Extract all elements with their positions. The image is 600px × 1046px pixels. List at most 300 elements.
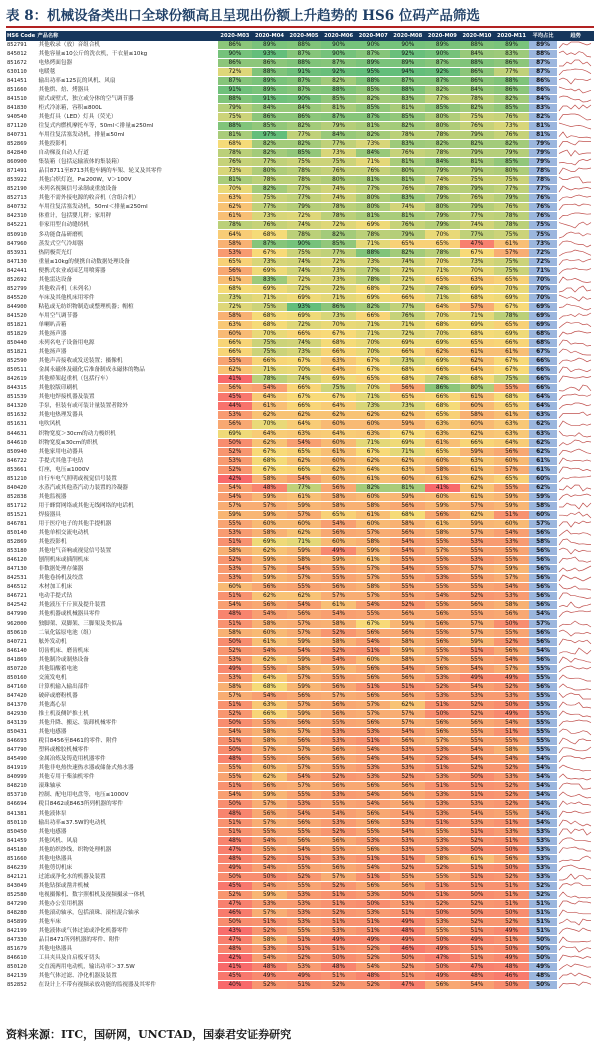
share-cell: 67% bbox=[494, 366, 529, 375]
trend-line bbox=[559, 892, 591, 898]
share-cell: 53% bbox=[390, 818, 425, 827]
trend-sparkline-cell bbox=[557, 872, 594, 881]
share-cell: 47% bbox=[218, 936, 253, 945]
product-name-cell: 粘毡或无纺织物制造或整理机器；帽楦 bbox=[37, 302, 218, 311]
hs6-code-cell: 851821 bbox=[6, 348, 37, 357]
trend-line bbox=[559, 521, 591, 527]
share-cell: 59% bbox=[287, 709, 322, 718]
average-share-cell: 56% bbox=[529, 682, 557, 691]
hs6-code-cell: 842531 bbox=[6, 574, 37, 583]
average-share-cell: 77% bbox=[529, 185, 557, 194]
average-share-cell: 66% bbox=[529, 375, 557, 384]
share-cell: 62% bbox=[218, 366, 253, 375]
title-rule bbox=[6, 26, 594, 28]
hs6-code-cell: 844610 bbox=[6, 438, 37, 447]
share-cell: 88% bbox=[252, 67, 287, 76]
share-cell: 51% bbox=[460, 945, 495, 954]
trend-line bbox=[559, 250, 591, 256]
share-cell: 89% bbox=[252, 41, 287, 50]
share-cell: 51% bbox=[494, 936, 529, 945]
hs6-code-cell: 841919 bbox=[6, 764, 37, 773]
hs6-code-cell: 871120 bbox=[6, 121, 37, 130]
share-cell: 57% bbox=[252, 909, 287, 918]
table-row bbox=[6, 719, 594, 728]
share-cell: 90% bbox=[287, 94, 322, 103]
average-share-cell: 70% bbox=[529, 284, 557, 293]
share-cell: 56% bbox=[321, 755, 356, 764]
share-cell: 69% bbox=[494, 330, 529, 339]
trend-sparkline-cell bbox=[557, 239, 594, 248]
share-cell: 50% bbox=[252, 872, 287, 881]
product-name-cell: 非数据处理存储器 bbox=[37, 565, 218, 574]
share-cell: 69% bbox=[494, 293, 529, 302]
table-row bbox=[6, 863, 594, 872]
trend-line bbox=[559, 141, 591, 147]
product-name-cell: 其他液体或气体过滤或净化机器零件 bbox=[37, 927, 218, 936]
share-cell: 65% bbox=[425, 239, 460, 248]
hs6-code-cell: 846512 bbox=[6, 583, 37, 592]
share-cell: 81% bbox=[218, 176, 253, 185]
share-cell: 51% bbox=[218, 818, 253, 827]
share-cell: 50% bbox=[321, 954, 356, 963]
share-cell: 45% bbox=[218, 972, 253, 981]
table-row bbox=[6, 112, 594, 121]
share-cell: 73% bbox=[356, 257, 391, 266]
trend-line bbox=[559, 829, 591, 835]
share-cell: 64% bbox=[252, 429, 287, 438]
table-row bbox=[6, 845, 594, 854]
share-cell: 68% bbox=[252, 682, 287, 691]
product-name-cell: 车用往复活塞发动机，排量≤50ml bbox=[37, 130, 218, 139]
share-cell: 72% bbox=[218, 302, 253, 311]
share-cell: 67% bbox=[494, 357, 529, 366]
product-name-cell: 其他气体过滤、净化机器及装置 bbox=[37, 972, 218, 981]
share-cell: 90% bbox=[287, 239, 322, 248]
share-cell: 53% bbox=[494, 691, 529, 700]
share-cell: 89% bbox=[425, 41, 460, 50]
share-cell: 48% bbox=[252, 483, 287, 492]
trend-line bbox=[559, 132, 591, 138]
trend-sparkline bbox=[557, 601, 593, 609]
average-share-cell: 70% bbox=[529, 275, 557, 284]
product-name-cell: 自动梯及自动人行道 bbox=[37, 149, 218, 158]
share-cell: 56% bbox=[494, 447, 529, 456]
share-cell: 56% bbox=[390, 384, 425, 393]
share-cell: 79% bbox=[425, 221, 460, 230]
share-cell: 52% bbox=[356, 954, 391, 963]
share-cell: 51% bbox=[460, 782, 495, 791]
table-row bbox=[6, 610, 594, 619]
share-cell: 53% bbox=[321, 927, 356, 936]
share-cell: 61% bbox=[460, 393, 495, 402]
trend-sparkline bbox=[557, 882, 593, 890]
product-name-cell: 便携式农业或园艺用喷雾器 bbox=[37, 266, 218, 275]
average-share-cell: 56% bbox=[529, 637, 557, 646]
share-cell: 53% bbox=[356, 764, 391, 773]
share-cell: 58% bbox=[460, 411, 495, 420]
share-cell: 69% bbox=[356, 293, 391, 302]
table-row bbox=[6, 981, 594, 990]
share-cell: 51% bbox=[390, 972, 425, 981]
share-cell: 82% bbox=[460, 103, 495, 112]
table-row bbox=[6, 393, 594, 402]
share-cell: 56% bbox=[252, 809, 287, 818]
share-cell: 70% bbox=[460, 266, 495, 275]
share-cell: 74% bbox=[425, 176, 460, 185]
product-name-cell: 其他专用于柴油机零件 bbox=[37, 773, 218, 782]
trend-sparkline bbox=[557, 891, 593, 899]
share-cell: 73% bbox=[390, 357, 425, 366]
trend-sparkline-cell bbox=[557, 827, 594, 836]
table-row bbox=[6, 836, 594, 845]
share-cell: 80% bbox=[252, 167, 287, 176]
share-cell: 69% bbox=[460, 320, 495, 329]
table-row bbox=[6, 737, 594, 746]
share-cell: 81% bbox=[356, 212, 391, 221]
share-cell: 59% bbox=[287, 682, 322, 691]
table-row bbox=[6, 248, 594, 257]
share-cell: 83% bbox=[252, 275, 287, 284]
trend-line bbox=[559, 693, 591, 699]
average-share-cell: 56% bbox=[529, 565, 557, 574]
hs6-code-cell: 847130 bbox=[6, 257, 37, 266]
share-cell: 54% bbox=[390, 827, 425, 836]
product-name-cell: 过滤或净化水的机器及装置 bbox=[37, 872, 218, 881]
hs6-code-cell: 962000 bbox=[6, 619, 37, 628]
share-cell: 67% bbox=[356, 366, 391, 375]
share-cell: 78% bbox=[494, 212, 529, 221]
share-cell: 60% bbox=[252, 628, 287, 637]
share-cell: 70% bbox=[425, 311, 460, 320]
table-row bbox=[6, 899, 594, 908]
share-cell: 57% bbox=[425, 737, 460, 746]
share-cell: 73% bbox=[218, 293, 253, 302]
share-cell: 42% bbox=[218, 474, 253, 483]
share-cell: 82% bbox=[287, 140, 322, 149]
average-share-cell: 62% bbox=[529, 438, 557, 447]
share-cell: 61% bbox=[287, 492, 322, 501]
trend-line bbox=[559, 295, 591, 301]
share-cell: 50% bbox=[494, 845, 529, 854]
trend-line bbox=[559, 865, 591, 871]
average-share-cell: 56% bbox=[529, 592, 557, 601]
share-cell: 57% bbox=[321, 592, 356, 601]
trend-sparkline-cell bbox=[557, 194, 594, 203]
share-cell: 73% bbox=[218, 167, 253, 176]
share-cell: 52% bbox=[494, 782, 529, 791]
share-cell: 62% bbox=[321, 465, 356, 474]
share-cell: 58% bbox=[425, 854, 460, 863]
share-cell: 77% bbox=[425, 94, 460, 103]
hs6-code-cell: 842310 bbox=[6, 212, 37, 221]
trend-sparkline-cell bbox=[557, 836, 594, 845]
share-cell: 86% bbox=[218, 58, 253, 67]
share-cell: 51% bbox=[218, 700, 253, 709]
trend-sparkline bbox=[557, 439, 593, 447]
share-cell: 63% bbox=[356, 429, 391, 438]
trend-sparkline bbox=[557, 258, 593, 266]
share-cell: 82% bbox=[494, 94, 529, 103]
trend-line bbox=[559, 204, 591, 210]
share-cell: 58% bbox=[252, 737, 287, 746]
share-cell: 59% bbox=[390, 420, 425, 429]
product-name-cell: 其他电感器 bbox=[37, 827, 218, 836]
table-row bbox=[6, 41, 594, 50]
share-cell: 81% bbox=[390, 212, 425, 221]
share-cell: 84% bbox=[460, 85, 495, 94]
trend-sparkline-cell bbox=[557, 176, 594, 185]
trend-sparkline-cell bbox=[557, 664, 594, 673]
trend-sparkline-cell bbox=[557, 700, 594, 709]
hs6-code-cell: 847990 bbox=[6, 610, 37, 619]
share-cell: 51% bbox=[218, 538, 253, 547]
trend-line bbox=[559, 114, 591, 120]
share-cell: 87% bbox=[287, 85, 322, 94]
share-cell: 55% bbox=[390, 574, 425, 583]
trend-sparkline bbox=[557, 728, 593, 736]
share-cell: 80% bbox=[460, 384, 495, 393]
trend-sparkline-cell bbox=[557, 981, 594, 990]
share-cell: 61% bbox=[356, 510, 391, 519]
share-cell: 52% bbox=[390, 963, 425, 972]
share-cell: 52% bbox=[218, 465, 253, 474]
share-cell: 81% bbox=[218, 130, 253, 139]
hs6-code-cell: 843139 bbox=[6, 719, 37, 728]
share-cell: 51% bbox=[287, 945, 322, 954]
share-cell: 51% bbox=[321, 945, 356, 954]
share-cell: 57% bbox=[218, 691, 253, 700]
product-name-cell: 其他机器或机械器具零件 bbox=[37, 610, 218, 619]
trend-line bbox=[559, 421, 591, 427]
share-cell: 53% bbox=[425, 791, 460, 800]
share-cell: 86% bbox=[287, 112, 322, 121]
hs6-code-cell: 845520 bbox=[6, 293, 37, 302]
share-cell: 63% bbox=[218, 194, 253, 203]
product-name-cell: 其他投影机 bbox=[37, 538, 218, 547]
trend-sparkline-cell bbox=[557, 112, 594, 121]
share-cell: 52% bbox=[460, 764, 495, 773]
trend-sparkline bbox=[557, 927, 593, 935]
share-cell: 92% bbox=[425, 67, 460, 76]
share-cell: 56% bbox=[321, 583, 356, 592]
share-cell: 87% bbox=[356, 49, 391, 58]
share-cell: 50% bbox=[356, 899, 391, 908]
product-name-cell: 品目8711至8713其他车辆的车架、轮叉及其零件 bbox=[37, 167, 218, 176]
hs6-code-cell: 851521 bbox=[6, 510, 37, 519]
share-cell: 49% bbox=[494, 709, 529, 718]
share-cell: 68% bbox=[218, 140, 253, 149]
share-cell: 53% bbox=[460, 538, 495, 547]
share-cell: 54% bbox=[252, 610, 287, 619]
share-cell: 87% bbox=[425, 58, 460, 67]
share-cell: 90% bbox=[390, 41, 425, 50]
trend-line bbox=[559, 928, 591, 934]
table-row bbox=[6, 782, 594, 791]
share-cell: 59% bbox=[252, 510, 287, 519]
table-row bbox=[6, 854, 594, 863]
trend-line bbox=[559, 259, 591, 265]
share-cell: 62% bbox=[356, 411, 391, 420]
product-name-cell: 破碎或磨粉机器 bbox=[37, 691, 218, 700]
share-cell: 54% bbox=[460, 809, 495, 818]
header-month: 2020-M11 bbox=[494, 31, 529, 41]
share-cell: 55% bbox=[218, 357, 253, 366]
trend-sparkline-cell bbox=[557, 167, 594, 176]
share-cell: 87% bbox=[287, 76, 322, 85]
share-cell: 54% bbox=[356, 637, 391, 646]
share-cell: 52% bbox=[390, 601, 425, 610]
share-cell: 56% bbox=[356, 881, 391, 890]
trend-line bbox=[559, 367, 591, 373]
trend-line bbox=[559, 566, 591, 572]
hs6-code-cell: 841520 bbox=[6, 311, 37, 320]
share-cell: 55% bbox=[321, 845, 356, 854]
table-row bbox=[6, 456, 594, 465]
share-cell: 46% bbox=[390, 945, 425, 954]
trend-sparkline bbox=[557, 176, 593, 184]
share-cell: 53% bbox=[356, 728, 391, 737]
share-cell: 50% bbox=[218, 800, 253, 809]
share-cell: 44% bbox=[218, 402, 253, 411]
table-row bbox=[6, 311, 594, 320]
share-cell: 75% bbox=[252, 302, 287, 311]
share-cell: 62% bbox=[252, 547, 287, 556]
average-share-cell: 54% bbox=[529, 791, 557, 800]
share-cell: 56% bbox=[321, 836, 356, 845]
share-cell: 55% bbox=[494, 547, 529, 556]
average-share-cell: 64% bbox=[529, 402, 557, 411]
header-trend: 趋势 bbox=[557, 31, 594, 41]
share-cell: 67% bbox=[252, 465, 287, 474]
share-cell: 85% bbox=[356, 103, 391, 112]
trend-sparkline-cell bbox=[557, 954, 594, 963]
share-cell: 47% bbox=[460, 963, 495, 972]
share-cell: 89% bbox=[252, 85, 287, 94]
share-cell: 55% bbox=[321, 673, 356, 682]
share-cell: 76% bbox=[218, 158, 253, 167]
share-cell: 54% bbox=[287, 809, 322, 818]
share-cell: 78% bbox=[321, 203, 356, 212]
product-name-cell: 木材加工机床 bbox=[37, 583, 218, 592]
table-row bbox=[6, 167, 594, 176]
share-cell: 72% bbox=[287, 320, 322, 329]
trend-sparkline bbox=[557, 420, 593, 428]
share-cell: 58% bbox=[390, 637, 425, 646]
hs6-code-cell: 871491 bbox=[6, 167, 37, 176]
share-cell: 65% bbox=[425, 411, 460, 420]
share-cell: 55% bbox=[356, 610, 391, 619]
share-cell: 81% bbox=[356, 121, 391, 130]
share-cell: 82% bbox=[390, 248, 425, 257]
share-cell: 56% bbox=[390, 791, 425, 800]
trend-sparkline-cell bbox=[557, 67, 594, 76]
share-cell: 59% bbox=[321, 664, 356, 673]
share-cell: 88% bbox=[494, 76, 529, 85]
trend-line bbox=[559, 738, 591, 744]
trend-line bbox=[559, 51, 591, 57]
share-cell: 69% bbox=[425, 339, 460, 348]
share-cell: 41% bbox=[218, 963, 253, 972]
average-share-cell: 55% bbox=[529, 728, 557, 737]
share-cell: 51% bbox=[494, 728, 529, 737]
trend-sparkline-cell bbox=[557, 927, 594, 936]
trend-line bbox=[559, 602, 591, 608]
trend-line bbox=[559, 611, 591, 617]
share-cell: 53% bbox=[494, 827, 529, 836]
header-month: 2020-M07 bbox=[356, 31, 391, 41]
share-cell: 70% bbox=[218, 185, 253, 194]
share-cell: 61% bbox=[321, 601, 356, 610]
share-cell: 52% bbox=[460, 709, 495, 718]
share-cell: 59% bbox=[390, 492, 425, 501]
table-row bbox=[6, 483, 594, 492]
share-cell: 62% bbox=[425, 348, 460, 357]
share-cell: 65% bbox=[460, 339, 495, 348]
trend-sparkline bbox=[557, 366, 593, 374]
share-cell: 60% bbox=[321, 438, 356, 447]
share-cell: 56% bbox=[390, 800, 425, 809]
product-name-cell: 其他扬声器 bbox=[37, 330, 218, 339]
share-cell: 53% bbox=[287, 899, 322, 908]
trend-sparkline bbox=[557, 430, 593, 438]
average-share-cell: 81% bbox=[529, 121, 557, 130]
share-cell: 55% bbox=[287, 827, 322, 836]
trend-sparkline bbox=[557, 610, 593, 618]
trend-line bbox=[559, 946, 591, 952]
hs6-code-cell: 850940 bbox=[6, 447, 37, 456]
share-cell: 58% bbox=[287, 664, 322, 673]
trend-line bbox=[559, 177, 591, 183]
share-cell: 57% bbox=[390, 709, 425, 718]
share-cell: 53% bbox=[425, 918, 460, 927]
share-cell: 70% bbox=[321, 320, 356, 329]
share-cell: 55% bbox=[287, 863, 322, 872]
product-name-cell: 交流发电机 bbox=[37, 673, 218, 682]
share-cell: 56% bbox=[287, 719, 322, 728]
trend-sparkline-cell bbox=[557, 402, 594, 411]
hs6-code-cell: 847420 bbox=[6, 691, 37, 700]
share-cell: 82% bbox=[356, 302, 391, 311]
hs6-code-cell: 846781 bbox=[6, 519, 37, 528]
share-cell: 72% bbox=[287, 275, 322, 284]
hs6-code-cell: 851539 bbox=[6, 393, 37, 402]
share-cell: 77% bbox=[356, 266, 391, 275]
trend-sparkline-cell bbox=[557, 863, 594, 872]
trend-line bbox=[559, 675, 591, 681]
trend-line bbox=[559, 756, 591, 762]
trend-sparkline-cell bbox=[557, 583, 594, 592]
share-cell: 76% bbox=[494, 203, 529, 212]
hs6-code-cell: 846693 bbox=[6, 737, 37, 746]
share-cell: 71% bbox=[356, 239, 391, 248]
trend-line bbox=[559, 159, 591, 165]
share-cell: 56% bbox=[356, 664, 391, 673]
share-cell: 60% bbox=[356, 655, 391, 664]
share-cell: 61% bbox=[494, 239, 529, 248]
trend-line bbox=[559, 982, 591, 988]
trend-line bbox=[559, 458, 591, 464]
share-cell: 69% bbox=[218, 429, 253, 438]
share-cell: 51% bbox=[218, 592, 253, 601]
product-name-cell: 其他收录（放）音组合机 bbox=[37, 41, 218, 50]
share-cell: 67% bbox=[252, 248, 287, 257]
share-cell: 55% bbox=[287, 881, 322, 890]
share-cell: 91% bbox=[218, 85, 253, 94]
trend-sparkline-cell bbox=[557, 302, 594, 311]
trend-sparkline bbox=[557, 59, 593, 67]
share-cell: 87% bbox=[218, 76, 253, 85]
trend-sparkline-cell bbox=[557, 130, 594, 139]
